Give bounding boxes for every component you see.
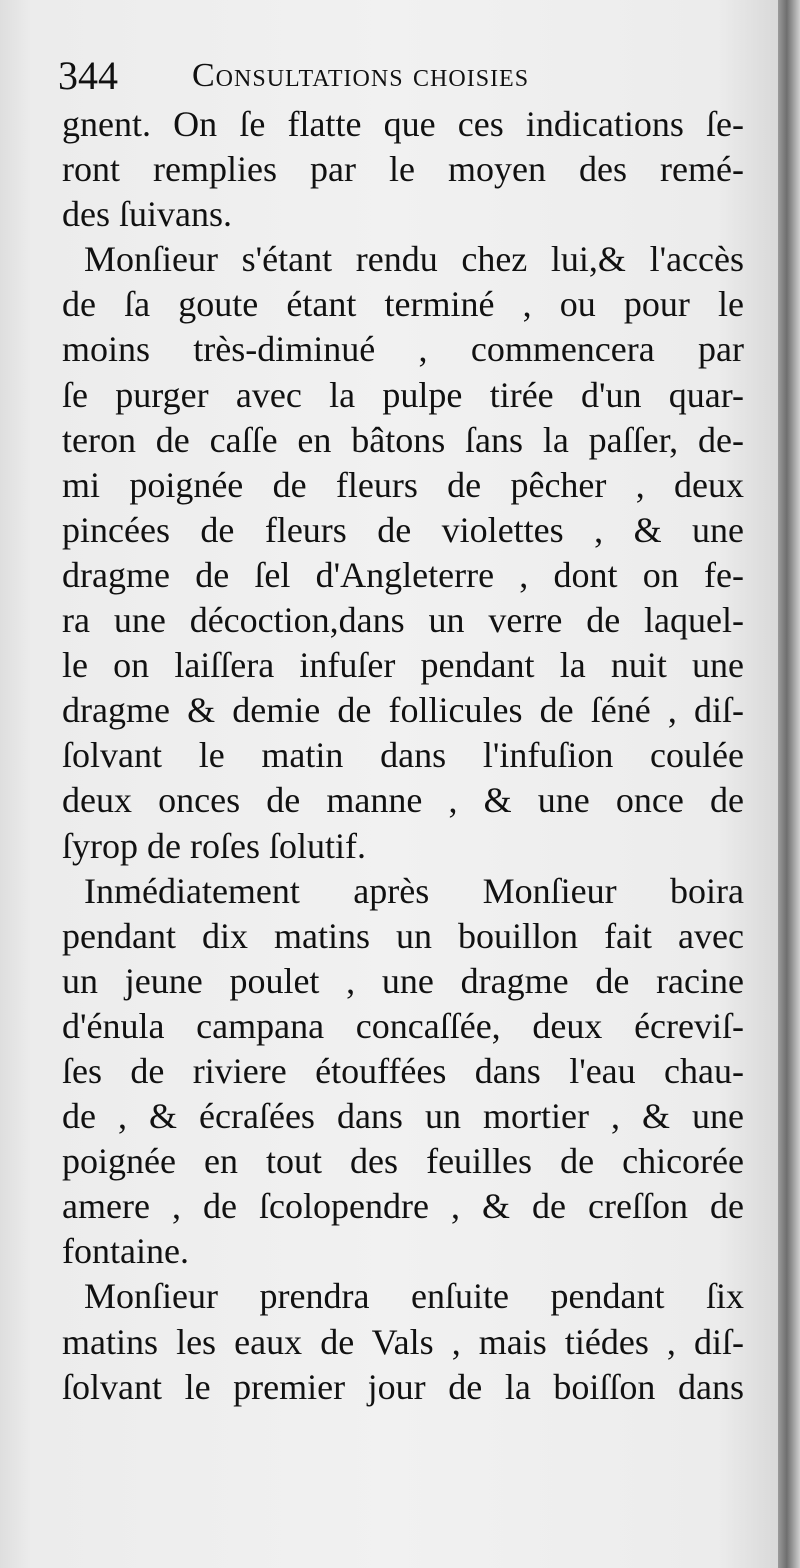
text-line: ſyrop de roſes ſolutif.: [62, 825, 366, 866]
page-header: [58, 52, 758, 100]
text-line: matins les eaux de Vals , mais tiédes , diſ-: [62, 1321, 744, 1362]
text-line: ſes de riviere étouffées dans l'eau chau-: [62, 1050, 744, 1091]
text-line: d'énula campana concaſſée, deux écreviſ-: [62, 1005, 744, 1046]
text-line: fontaine.: [62, 1231, 189, 1272]
text-line: Inmédiatement après Monſieur boira: [84, 870, 744, 911]
text-line: un jeune poulet , une dragme de racine: [62, 960, 744, 1001]
text-line: gnent. On ſe flatte que ces indications ſe-: [62, 104, 744, 144]
text-line: teron de caſſe en bâtons ſans la paſſer, de-: [62, 419, 744, 460]
page-edge-shadow: [778, 0, 800, 1568]
text-line: ra une décoction,dans un verre de laquel-: [62, 600, 744, 641]
page-number: 344: [58, 53, 118, 98]
text-line: Monſieur s'étant rendu chez lui,& l'accès: [84, 239, 744, 280]
text-line: moins très-diminué , commencera par: [62, 329, 744, 370]
text-line: amere , de ſcolopendre , & de creſſon de: [62, 1186, 744, 1227]
text-line: de , & écraſées dans un mortier , & une: [62, 1096, 744, 1137]
text-line: ſe purger avec la pulpe tirée d'un quar-: [62, 374, 744, 415]
text-line: dragme de ſel d'Angleterre , dont on fe-: [62, 554, 744, 595]
text-line: le on laiſſera infuſer pendant la nuit une: [62, 645, 744, 686]
running-title: Consultations choisies: [192, 57, 530, 94]
text-line: de ſa goute étant terminé , ou pour le: [62, 284, 744, 325]
text-line: poignée en tout des feuilles de chicorée: [62, 1141, 744, 1182]
text-line: pendant dix matins un bouillon fait avec: [62, 915, 744, 956]
text-line: ſolvant le matin dans l'infuſion coulée: [62, 735, 744, 776]
body-text: [62, 102, 744, 1410]
text-line: dragme & demie de follicules de ſéné , diſ-: [62, 690, 744, 731]
text-line: ſolvant le premier jour de la boiſſon dans: [62, 1366, 744, 1407]
text-line: deux onces de manne , & une once de: [62, 780, 744, 821]
text-line: des ſuivans.: [62, 194, 232, 235]
text-line: ront remplies par le moyen des remé-: [62, 149, 744, 190]
text-line: mi poignée de fleurs de pêcher , deux: [62, 464, 744, 505]
text-line: pincées de fleurs de violettes , & une: [62, 509, 744, 550]
text-line: Monſieur prendra enſuite pendant ſix: [84, 1276, 744, 1317]
